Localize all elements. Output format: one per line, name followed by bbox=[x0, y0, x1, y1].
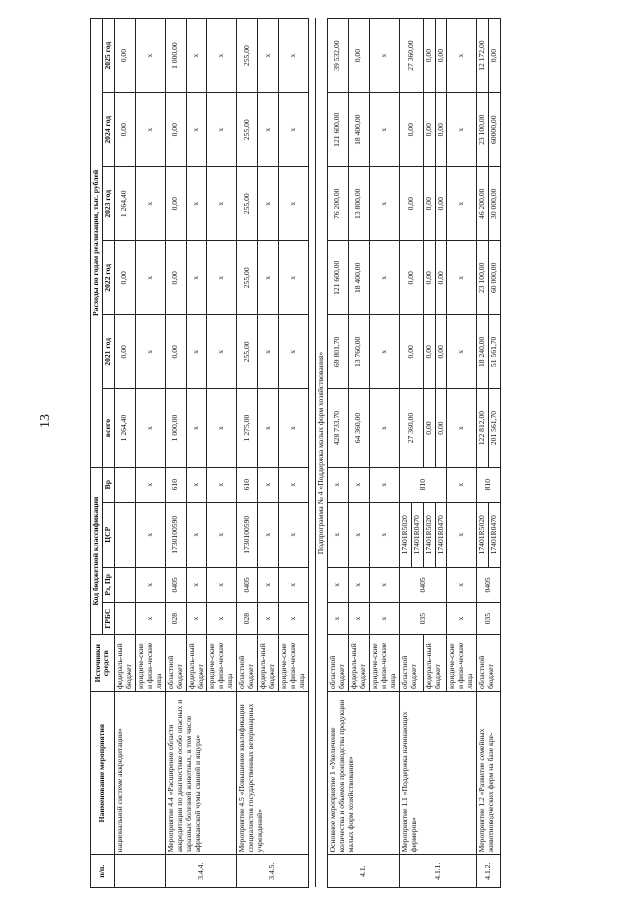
cell-year: 0,00 bbox=[435, 241, 447, 315]
cell-vr: 610 bbox=[237, 467, 258, 502]
cell-rzpr: 0405 bbox=[165, 567, 186, 602]
cell-year: х bbox=[447, 167, 477, 241]
cell-year: 27 360,00 bbox=[399, 19, 423, 93]
cell-year: 12 172,00 bbox=[477, 19, 489, 93]
cell-year: 76 200,00 bbox=[327, 167, 348, 241]
cell-year: х bbox=[207, 167, 237, 241]
cell-year: 255,00 bbox=[237, 93, 258, 167]
cell-csr: х bbox=[135, 502, 165, 567]
cell-no: 4.1. bbox=[327, 855, 399, 888]
cell-csr: х bbox=[447, 502, 477, 567]
cell-source: областной бюджет bbox=[477, 635, 501, 692]
cell-year: 1 000,00 bbox=[165, 19, 186, 93]
header-year: 2022 год bbox=[102, 241, 114, 315]
cell-grbs: х bbox=[135, 602, 165, 635]
cell-year: 23 100,00 bbox=[477, 241, 489, 315]
cell-vr: х bbox=[279, 467, 309, 502]
cell-year: 51 561,70 bbox=[489, 315, 501, 389]
cell-grbs: х bbox=[348, 602, 369, 635]
cell-year: 121 600,00 bbox=[327, 241, 348, 315]
cell-rzpr: х bbox=[279, 567, 309, 602]
cell-year: 0,00 bbox=[165, 93, 186, 167]
cell-name: Мероприятие 1.2 «Развитие семейных животноводческих ферм на базе кре- bbox=[477, 692, 501, 855]
cell-csr: х bbox=[207, 502, 237, 567]
cell-year: 23 100,00 bbox=[477, 93, 489, 167]
cell-no: 4.1.2. bbox=[477, 855, 501, 888]
cell-source: областной бюджет bbox=[237, 635, 258, 692]
cell-vr: х bbox=[327, 467, 348, 502]
cell-total: х bbox=[279, 389, 309, 467]
cell-year: х bbox=[135, 167, 165, 241]
cell-total: 64 360,00 bbox=[348, 389, 369, 467]
cell-total: х bbox=[186, 389, 207, 467]
cell-year: х bbox=[186, 167, 207, 241]
cell-year: х bbox=[369, 167, 399, 241]
cell-csr: х bbox=[348, 502, 369, 567]
header-source: Источники средств bbox=[91, 635, 115, 692]
cell-year: 13 800,00 bbox=[348, 167, 369, 241]
cell-year: х bbox=[186, 93, 207, 167]
cell-no: 3.4.4. bbox=[165, 855, 237, 888]
cell-vr: х bbox=[258, 467, 279, 502]
cell-total: 428 733,70 bbox=[327, 389, 348, 467]
cell-year: 13 760,00 bbox=[348, 315, 369, 389]
cell-year: х bbox=[207, 241, 237, 315]
cell-year: 46 200,00 bbox=[477, 167, 489, 241]
cell-year: 18 240,00 bbox=[477, 315, 489, 389]
cell-name: Мероприятие 1.1 «Поддержка начинающих фермеров» bbox=[399, 692, 477, 855]
cell-no bbox=[114, 855, 165, 888]
cell-year: х bbox=[447, 19, 477, 93]
cell-year: 0,00 bbox=[165, 167, 186, 241]
cell-year: х bbox=[369, 93, 399, 167]
cell-year: 0,00 bbox=[435, 167, 447, 241]
cell-year: 0,00 bbox=[399, 315, 423, 389]
cell-vr: х bbox=[369, 467, 399, 502]
header-year: 2025 год bbox=[102, 19, 114, 93]
cell-year: 0,00 bbox=[165, 315, 186, 389]
cell-total: х bbox=[207, 389, 237, 467]
cell-year: 121 600,00 bbox=[327, 93, 348, 167]
header-csr: ЦСР bbox=[102, 502, 114, 567]
cell-csr: 1730100590 bbox=[165, 502, 186, 567]
header-grbs: ГРБС bbox=[102, 602, 114, 635]
cell-year: х bbox=[135, 315, 165, 389]
table-row bbox=[114, 19, 135, 888]
cell-vr: х bbox=[348, 467, 369, 502]
cell-vr: х bbox=[207, 467, 237, 502]
cell-source: юридиче-ские и физи-ческие лица bbox=[279, 635, 309, 692]
cell-rzpr: х bbox=[207, 567, 237, 602]
cell-csr: 17401R0470 bbox=[435, 502, 447, 567]
cell-year: 18 400,00 bbox=[348, 93, 369, 167]
cell-csr: х bbox=[186, 502, 207, 567]
cell-year: 0,00 bbox=[423, 241, 435, 315]
cell-year: 255,00 bbox=[237, 241, 258, 315]
cell-vr: 610 bbox=[165, 467, 186, 502]
cell-year: 0,00 bbox=[114, 93, 135, 167]
cell-total: 1 275,00 bbox=[237, 389, 258, 467]
cell-year: 0,00 bbox=[399, 167, 423, 241]
rotated-table-wrapper bbox=[90, 18, 630, 888]
cell-csr: 17401R0470 bbox=[489, 502, 501, 567]
cell-year: х bbox=[207, 19, 237, 93]
header-budget-code: Код бюджетной классификации bbox=[91, 467, 103, 635]
cell-year: х bbox=[447, 93, 477, 167]
cell-csr: х bbox=[279, 502, 309, 567]
subprogram-title: Подпрограмма № 4 «Поддержка малых форм хозяйствования» bbox=[316, 351, 326, 555]
cell-total: 122 812,00 bbox=[477, 389, 489, 467]
header-no: п/п. bbox=[91, 855, 115, 888]
cell-name: Основное мероприятие 1 «Увеличение количества и объемов производства продукции малых форм хозяйствования» bbox=[327, 692, 399, 855]
cell-year: 0,00 bbox=[423, 93, 435, 167]
cell-grbs: х bbox=[186, 602, 207, 635]
cell-no: 4.1.1. bbox=[399, 855, 477, 888]
cell-vr: х bbox=[447, 467, 477, 502]
cell-year: х bbox=[279, 19, 309, 93]
cell-vr: 810 bbox=[477, 467, 501, 502]
cell-source: федераль-ный бюджет bbox=[258, 635, 279, 692]
table-row bbox=[327, 19, 348, 888]
cell-year: х bbox=[279, 167, 309, 241]
cell-year: х bbox=[186, 241, 207, 315]
cell-vr: х bbox=[135, 467, 165, 502]
cell-total: х bbox=[135, 389, 165, 467]
cell-year: 0,00 bbox=[114, 241, 135, 315]
cell-year: х bbox=[258, 93, 279, 167]
header-year: 2024 год bbox=[102, 93, 114, 167]
table-row bbox=[399, 19, 411, 888]
cell-year: х bbox=[135, 19, 165, 93]
cell-year: 39 532,00 bbox=[327, 19, 348, 93]
cell-total: х bbox=[369, 389, 399, 467]
page-number: 13 bbox=[38, 414, 53, 428]
cell-year: х bbox=[258, 315, 279, 389]
cell-year: х bbox=[279, 315, 309, 389]
cell-total: х bbox=[447, 389, 477, 467]
cell-csr: х bbox=[369, 502, 399, 567]
cell-year: 30 000,00 bbox=[489, 167, 501, 241]
cell-source: юридиче-ские и физи-ческие лица bbox=[207, 635, 237, 692]
cell-year: х bbox=[279, 241, 309, 315]
table-row bbox=[237, 19, 258, 888]
cell-csr: 1730100590 bbox=[237, 502, 258, 567]
cell-total: 0,00 bbox=[423, 389, 435, 467]
header-total: всего bbox=[102, 389, 114, 467]
cell-total: 1 000,00 bbox=[165, 389, 186, 467]
cell-source: юридиче-ские и физи-ческие лица bbox=[369, 635, 399, 692]
cell-year: 0,00 bbox=[399, 93, 423, 167]
cell-source: юридиче-ские и физи-ческие лица bbox=[447, 635, 477, 692]
cell-grbs: 028 bbox=[165, 602, 186, 635]
cell-year: х bbox=[369, 315, 399, 389]
cell-rzpr: х bbox=[369, 567, 399, 602]
cell-rzpr: 0405 bbox=[399, 567, 447, 602]
cell-name: Мероприятие 4.4 «Расширение области аккредитации по диагностике особо опасных и заразных болезней животных, в том числе африканской чумы свиней и ящура» bbox=[165, 692, 237, 855]
cell-vr: х bbox=[186, 467, 207, 502]
cell-grbs: 028 bbox=[237, 602, 258, 635]
cell-year: х bbox=[369, 19, 399, 93]
table-row bbox=[477, 19, 489, 888]
cell-year: 0,00 bbox=[489, 19, 501, 93]
cell-year: 60000,00 bbox=[489, 93, 501, 167]
cell-rzpr: х bbox=[186, 567, 207, 602]
cell-grbs: х bbox=[327, 602, 348, 635]
cell-grbs: 035 bbox=[477, 602, 501, 635]
header-vr: Вр bbox=[102, 467, 114, 502]
expenses-table bbox=[90, 18, 501, 888]
cell-vr: 810 bbox=[399, 467, 447, 502]
cell-year: 0,00 bbox=[165, 241, 186, 315]
cell-year: х bbox=[447, 315, 477, 389]
header-name: Наименование мероприятия bbox=[91, 692, 115, 855]
cell-year: 69 801,70 bbox=[327, 315, 348, 389]
cell-year: х bbox=[186, 19, 207, 93]
header-expenses: Расходы по годам реализации, тыс. рублей bbox=[91, 19, 103, 468]
subprogram-row bbox=[316, 19, 328, 888]
cell-csr: х bbox=[258, 502, 279, 567]
cell-year: 255,00 bbox=[237, 19, 258, 93]
cell-source: федераль-ный бюджет bbox=[348, 635, 369, 692]
cell-source: областной бюджет bbox=[165, 635, 186, 692]
cell-year: 0,00 bbox=[114, 19, 135, 93]
cell-year: х bbox=[447, 241, 477, 315]
header-rzpr: Рз, Пр bbox=[102, 567, 114, 602]
cell-total: 27 360,00 bbox=[399, 389, 423, 467]
cell-year: х bbox=[186, 315, 207, 389]
header-year: 2021 год bbox=[102, 315, 114, 389]
cell-year: 0,00 bbox=[435, 93, 447, 167]
cell-rzpr: х bbox=[447, 567, 477, 602]
table-row bbox=[165, 19, 186, 888]
cell-rzpr: х bbox=[348, 567, 369, 602]
cell-grbs: х bbox=[258, 602, 279, 635]
cell-rzpr: 0405 bbox=[237, 567, 258, 602]
cell-total: 0,00 bbox=[435, 389, 447, 467]
cell-year: 0,00 bbox=[435, 19, 447, 93]
cell-year: 0,00 bbox=[423, 167, 435, 241]
cell-source: федераль-ный бюджет bbox=[186, 635, 207, 692]
cell-grbs: х bbox=[447, 602, 477, 635]
cell-csr: 17401R5020 bbox=[423, 502, 435, 567]
cell-year: 0,00 bbox=[435, 315, 447, 389]
cell-rzpr: 0405 bbox=[477, 567, 501, 602]
cell-csr: х bbox=[327, 502, 348, 567]
cell-year: 60 000,00 bbox=[489, 241, 501, 315]
cell-total: 201 561,70 bbox=[489, 389, 501, 467]
cell-year: х bbox=[135, 93, 165, 167]
cell-year: 255,00 bbox=[237, 315, 258, 389]
cell-rzpr: х bbox=[258, 567, 279, 602]
cell-csr: 17401R5020 bbox=[477, 502, 489, 567]
cell-no: 3.4.5. bbox=[237, 855, 309, 888]
cell-year: х bbox=[207, 93, 237, 167]
cell-grbs: х bbox=[207, 602, 237, 635]
cell-grbs: 035 bbox=[399, 602, 447, 635]
cell-year: х bbox=[258, 167, 279, 241]
cell-year: 18 400,00 bbox=[348, 241, 369, 315]
cell-source: областной бюджет bbox=[327, 635, 348, 692]
cell-year: х bbox=[369, 241, 399, 315]
header-year: 2023 год bbox=[102, 167, 114, 241]
cell-grbs: х bbox=[369, 602, 399, 635]
cell-rzpr: х bbox=[135, 567, 165, 602]
cell-total: х bbox=[258, 389, 279, 467]
cell-name: национальной системе аккредитации» bbox=[114, 692, 165, 855]
cell-year: х bbox=[258, 241, 279, 315]
cell-total: 1 264,40 bbox=[114, 389, 135, 467]
cell-csr: 17401R5020 bbox=[399, 502, 411, 567]
cell-source: областной бюджет bbox=[399, 635, 423, 692]
cell-year: 0,00 bbox=[423, 315, 435, 389]
cell-year: х bbox=[258, 19, 279, 93]
cell-source: юридиче-ские и физи-ческие лица bbox=[135, 635, 165, 692]
cell-grbs: х bbox=[279, 602, 309, 635]
cell-csr: 17401R0470 bbox=[411, 502, 423, 567]
cell-year: х bbox=[207, 315, 237, 389]
cell-source: федераль-ный бюджет bbox=[423, 635, 447, 692]
cell-year: х bbox=[135, 241, 165, 315]
cell-rzpr: х bbox=[327, 567, 348, 602]
cell-year: 255,00 bbox=[237, 167, 258, 241]
cell-year: 1 264,40 bbox=[114, 167, 135, 241]
cell-year: 0,00 bbox=[114, 315, 135, 389]
cell-name: Мероприятие 4.5 «Повышение квалификации специалистов государственных ветеринарных учреждений» bbox=[237, 692, 309, 855]
cell-year: х bbox=[279, 93, 309, 167]
cell-year: 0,00 bbox=[423, 19, 435, 93]
cell-year: 0,00 bbox=[348, 19, 369, 93]
cell-source: федераль-ный бюджет bbox=[114, 635, 135, 692]
cell-year: 0,00 bbox=[399, 241, 423, 315]
